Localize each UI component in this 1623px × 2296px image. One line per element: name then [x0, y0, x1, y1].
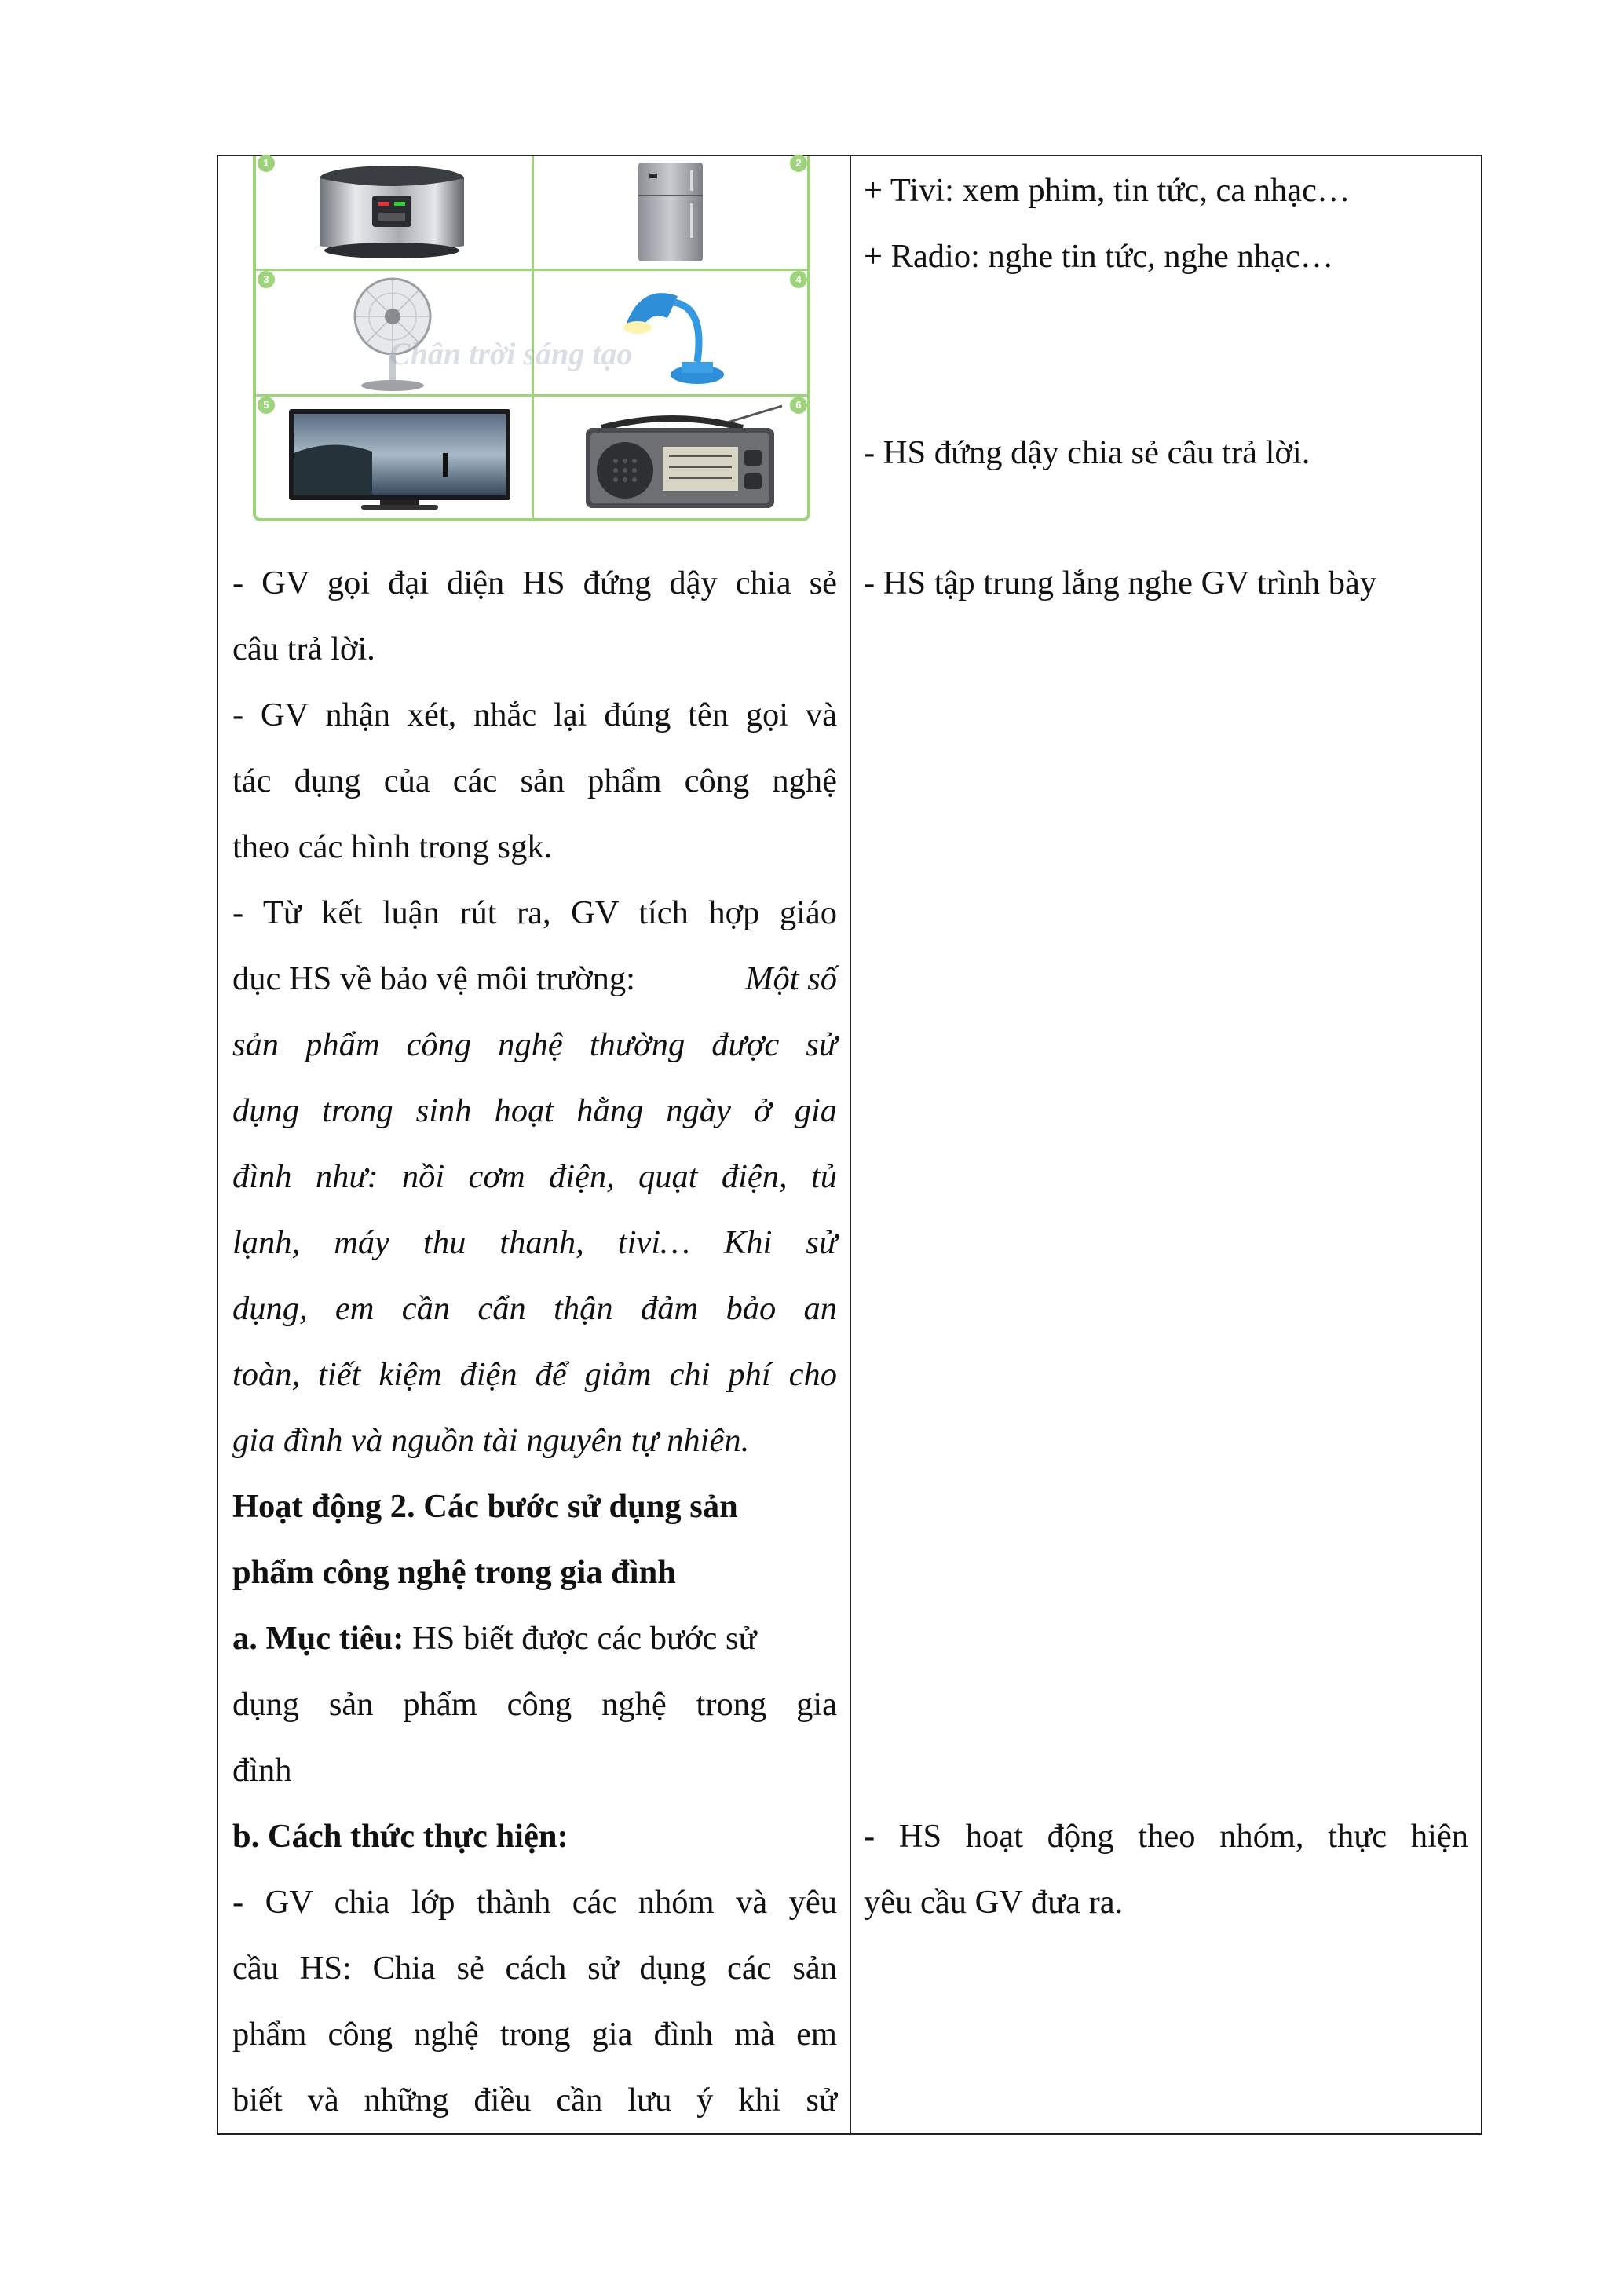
left-text-line: - GV chia lớp thành các nhóm và yêu	[232, 1884, 837, 1921]
television-icon	[286, 406, 514, 513]
left-italic-line: đình như: nồi cơm điện, quạt điện, tủ	[232, 1158, 837, 1195]
figure-number-1: 1	[258, 155, 275, 172]
left-text-line: đình	[232, 1752, 292, 1789]
left-text-line: phẩm công nghệ trong gia đình mà em	[232, 2016, 837, 2053]
left-italic-line: sản phẩm công nghệ thường được sử	[232, 1026, 837, 1063]
left-italic-line: toàn, tiết kiệm điện để giảm chi phí cho	[232, 1356, 837, 1393]
desk-lamp-icon	[619, 276, 729, 392]
objective-label: a. Mục tiêu:	[232, 1620, 404, 1657]
right-text-line: yêu cầu GV đưa ra.	[864, 1884, 1124, 1921]
left-text-line: cầu HS: Chia sẻ cách sử dụng các sản	[232, 1950, 837, 1987]
left-text-segment: dục HS về bảo vệ môi trường:	[232, 960, 635, 997]
figure-number-2: 2	[790, 155, 807, 172]
publisher-watermark: Chân trời sáng tạo	[389, 336, 633, 371]
column-divider	[850, 156, 851, 2133]
left-text-line: - GV nhận xét, nhắc lại đúng tên gọi và	[232, 696, 837, 733]
left-italic-segment: Một số	[745, 960, 837, 997]
left-text-line	[232, 1606, 837, 1672]
left-text-line: - GV gọi đại diện HS đứng dậy chia sẻ	[232, 565, 837, 601]
right-text-line: + Tivi: xem phim, tin tức, ca nhạc…	[864, 172, 1351, 209]
left-italic-line: gia đình và nguồn tài nguyên tự nhiên.	[232, 1422, 750, 1459]
left-italic-line: dụng, em cần cẩn thận đảm bảo an	[232, 1290, 837, 1327]
activity-heading: Hoạt động 2. Các bước sử dụng sản	[232, 1488, 738, 1525]
left-text-segment: HS biết được các bước sử	[404, 1620, 757, 1657]
left-italic-line: dụng trong sinh hoạt hằng ngày ở gia	[232, 1092, 837, 1129]
left-text-line: - Từ kết luận rút ra, GV tích hợp giáo	[232, 894, 837, 931]
method-label: b. Cách thức thực hiện:	[232, 1818, 568, 1855]
right-text-line: - HS đứng dậy chia sẻ câu trả lời.	[864, 434, 1310, 471]
left-text-line: biết và những điều cần lưu ý khi sử	[232, 2082, 837, 2119]
appliance-figure	[253, 156, 810, 521]
refrigerator-icon	[635, 161, 706, 265]
right-text-line: - HS tập trung lắng nghe GV trình bày	[864, 565, 1377, 601]
left-text-line: tác dụng của các sản phẩm công nghệ	[232, 762, 837, 799]
figure-number-6: 6	[790, 397, 807, 414]
grid-divider-h2	[256, 394, 807, 397]
right-text-line: + Radio: nghe tin tức, nghe nhạc…	[864, 238, 1334, 275]
right-text-line: - HS hoạt động theo nhóm, thực hiện	[864, 1818, 1468, 1855]
left-text-line: câu trả lời.	[232, 631, 375, 667]
rice-cooker-icon	[309, 163, 474, 263]
left-text-line: dụng sản phẩm công nghệ trong gia	[232, 1686, 837, 1723]
electric-fan-icon	[338, 276, 448, 392]
left-italic-line: lạnh, máy thu thanh, tivi… Khi sử	[232, 1224, 837, 1261]
figure-number-5: 5	[258, 397, 275, 414]
grid-divider-h1	[256, 269, 807, 271]
activity-heading-cont: phẩm công nghệ trong gia đình	[232, 1554, 676, 1591]
lesson-table	[217, 155, 1482, 2135]
radio-icon	[570, 401, 790, 516]
left-text-line: theo các hình trong sgk.	[232, 828, 553, 865]
left-text-line	[232, 946, 837, 1012]
figure-number-4: 4	[790, 271, 807, 288]
figure-number-3: 3	[258, 271, 275, 288]
